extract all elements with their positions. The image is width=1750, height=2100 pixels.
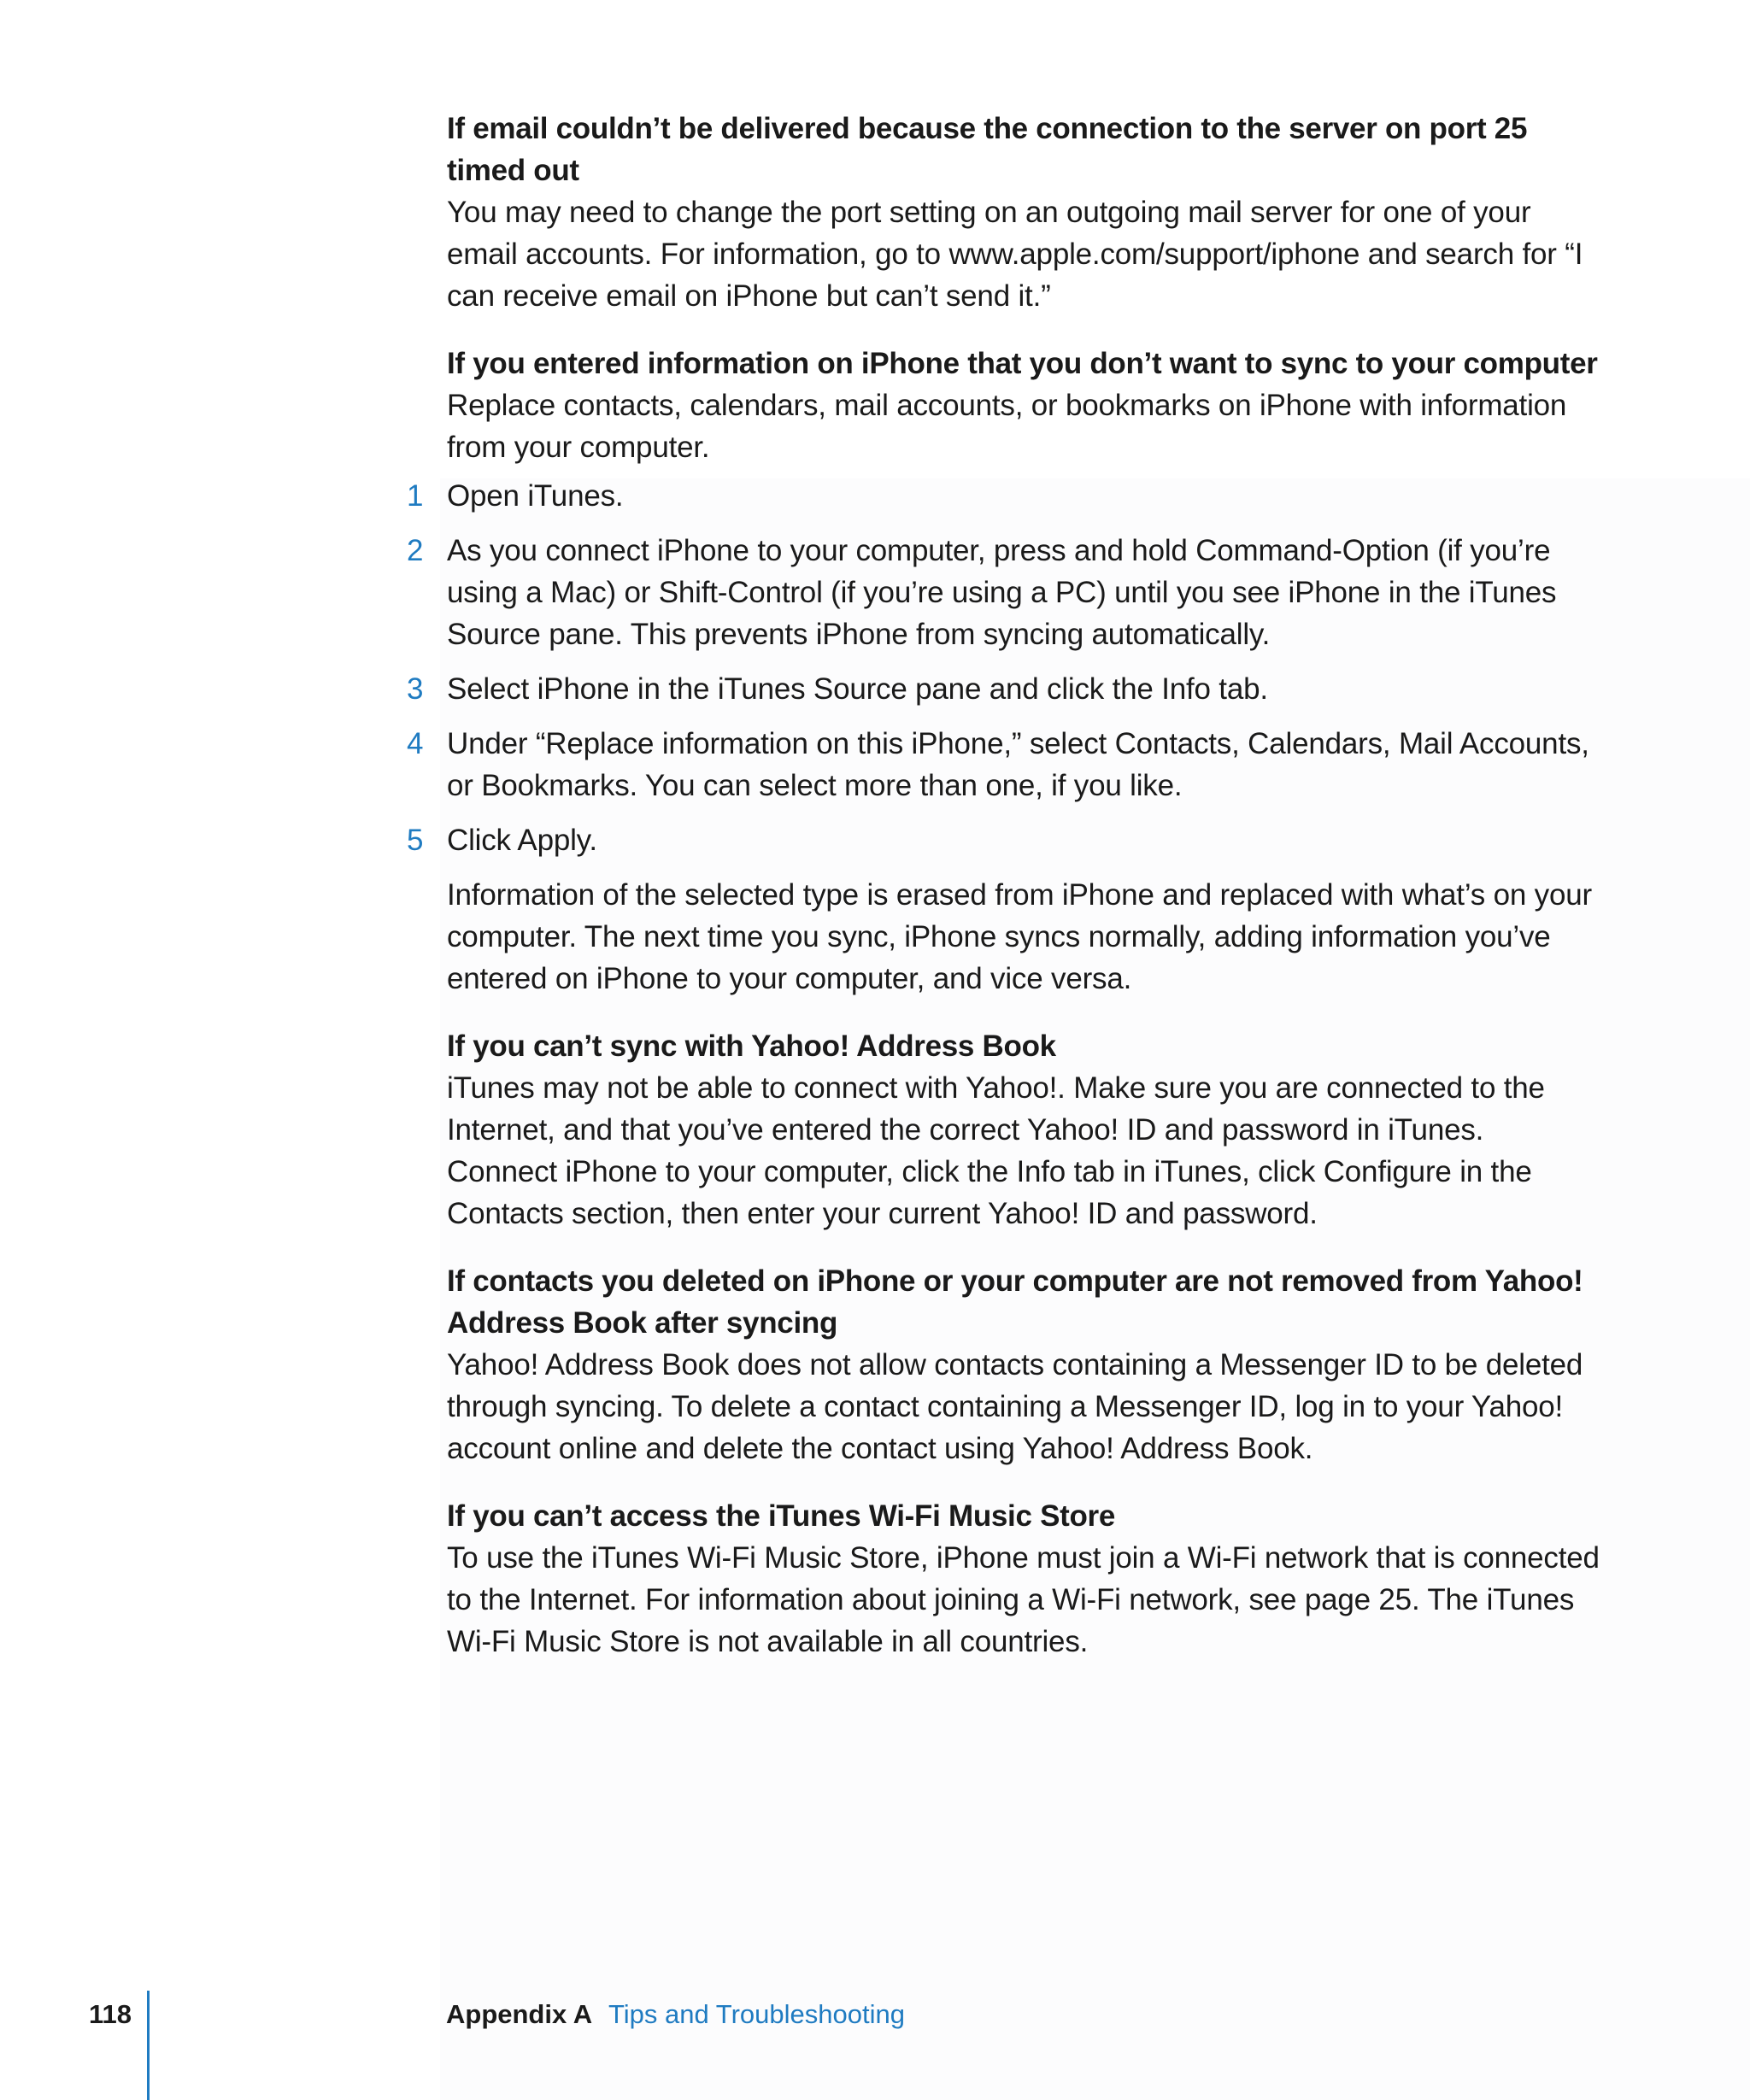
section-body: Replace contacts, calendars, mail accounts, or bookmarks on iPhone with information from your computer. <box>447 389 1567 464</box>
section-heading: If you entered information on iPhone that you don’t want to sync to your computer <box>447 347 1598 380</box>
page-number: 118 <box>89 1999 132 2029</box>
section-body: iTunes may not be able to connect with Yahoo!. Make sure you are connected to the Internet, and that you’ve entered the correct Yahoo! ID and password in iTunes. Connect iPhone to your computer, click the Info tab in iTunes, click Configure in the Contacts section, then enter your current Yahoo! ID and password. <box>447 1071 1545 1230</box>
step-number: 5 <box>407 824 424 857</box>
step-text: Open iTunes. <box>447 479 624 513</box>
section-wifi-music-store <box>447 1495 1600 1663</box>
section-port-25 <box>447 108 1600 317</box>
step-item <box>407 668 1600 710</box>
section-body: You may need to change the port setting on an outgoing mail server for one of your email accounts. For information, go to www.apple.com/support/iphone and search for “I can receive email on iPhone but can’t send it.” <box>447 196 1583 313</box>
document-body <box>407 108 1600 1688</box>
step-item <box>407 530 1600 655</box>
step-text: Select iPhone in the iTunes Source pane and click the Info tab. <box>447 672 1268 706</box>
section-yahoo-deleted-contacts <box>447 1260 1600 1469</box>
appendix-label: Appendix A <box>446 1999 593 2029</box>
section-replace-info <box>407 343 1600 1000</box>
section-heading: If you can’t sync with Yahoo! Address Book <box>447 1029 1056 1063</box>
step-item <box>407 723 1600 807</box>
step-text: Click Apply. <box>447 824 597 857</box>
section-heading: If you can’t access the iTunes Wi-Fi Music Store <box>447 1499 1116 1533</box>
section-heading: If email couldn’t be delivered because the connection to the server on port 25 timed out <box>447 112 1528 187</box>
steps-list <box>407 475 1600 861</box>
chapter-title-link[interactable]: Tips and Troubleshooting <box>608 1999 905 2029</box>
step-number: 1 <box>407 479 424 513</box>
section-body: Yahoo! Address Book does not allow contacts containing a Messenger ID to be deleted through syncing. To delete a contact containing a Messenger ID, log in to your Yahoo! account online and delete the contact using Yahoo! Address Book. <box>447 1348 1583 1465</box>
step-item <box>407 475 1600 517</box>
step-text: As you connect iPhone to your computer, press and hold Command-Option (if you’re using a Mac) or Shift-Control (if you’re using a PC) until you see iPhone in the iTunes Source pane. This prevents iPhone from syncing automatically. <box>447 534 1557 651</box>
step-text: Under “Replace information on this iPhone,” select Contacts, Calendars, Mail Accounts, or Bookmarks. You can select more than one, if you like. <box>447 727 1589 802</box>
section-body: To use the iTunes Wi-Fi Music Store, iPhone must join a Wi-Fi network that is connected to the Internet. For information about joining a Wi-Fi network, see page 25. The iTunes Wi-Fi Music Store is not available in all countries. <box>447 1541 1600 1658</box>
section-yahoo-sync <box>447 1025 1600 1235</box>
section-heading: If contacts you deleted on iPhone or your computer are not removed from Yahoo! Address Book after syncing <box>447 1264 1583 1340</box>
after-steps-text: Information of the selected type is erased from iPhone and replaced with what’s on your computer. The next time you sync, iPhone syncs normally, adding information you’ve entered on iPhone to your computer, and vice versa. <box>447 878 1592 995</box>
step-number: 2 <box>407 534 424 567</box>
step-number: 3 <box>407 672 424 706</box>
step-number: 4 <box>407 727 424 760</box>
footer-divider <box>147 1991 150 2100</box>
step-item <box>407 819 1600 861</box>
